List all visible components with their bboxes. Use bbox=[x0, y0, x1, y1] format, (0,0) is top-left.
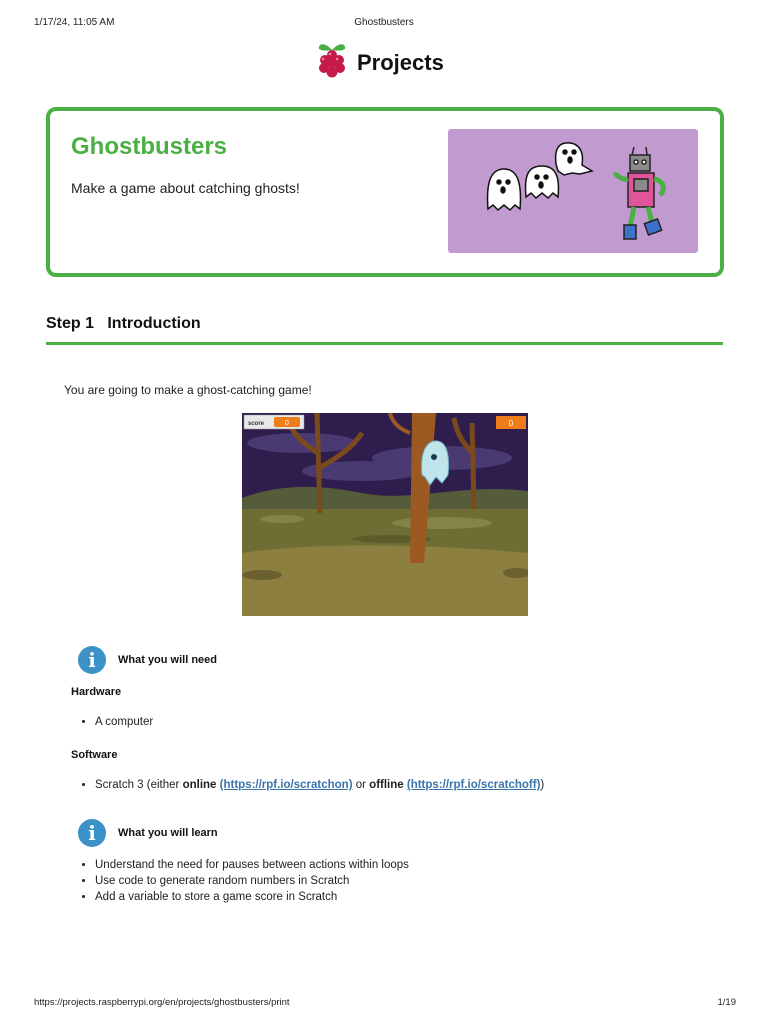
raspberry-icon bbox=[315, 40, 349, 85]
offline-label: offline bbox=[369, 779, 404, 791]
hardware-list bbox=[71, 716, 153, 732]
intro-text: You are going to make a ghost-catching game! bbox=[64, 383, 312, 397]
project-title: Ghostbusters bbox=[71, 133, 228, 160]
game-preview-image bbox=[242, 413, 528, 616]
project-description: Make a game about catching ghosts! bbox=[71, 180, 300, 196]
scratch-offline-link[interactable]: (https://rpf.io/scratchoff) bbox=[406, 779, 541, 791]
step-number: Step 1 bbox=[46, 315, 95, 332]
step-divider bbox=[46, 342, 723, 345]
info-icon: i bbox=[78, 646, 106, 674]
online-label: online bbox=[182, 779, 217, 791]
page-number: 1/19 bbox=[717, 997, 736, 1008]
learn-callout bbox=[78, 819, 218, 847]
info-icon: i bbox=[78, 819, 106, 847]
need-heading: What you will need bbox=[118, 654, 218, 666]
top-right-score: 0 bbox=[508, 419, 514, 428]
score-label: score bbox=[248, 421, 265, 427]
print-url: https://projects.raspberrypi.org/en/projects/ghostbusters/print bbox=[34, 997, 290, 1008]
site-logo[interactable] bbox=[315, 40, 444, 85]
hardware-heading: Hardware bbox=[71, 686, 122, 698]
ghost-sprite bbox=[422, 441, 449, 485]
site-title: Projects bbox=[357, 49, 444, 75]
software-suffix: ) bbox=[540, 779, 545, 791]
project-thumbnail bbox=[448, 129, 698, 253]
step-heading bbox=[46, 315, 201, 333]
scratch-online-link[interactable]: (https://rpf.io/scratchon) bbox=[219, 779, 353, 791]
list-item: • A computer bbox=[95, 716, 153, 728]
print-datetime: 1/17/24, 11:05 AM bbox=[34, 17, 115, 28]
list-item: • Add a variable to store a game score in Scratch bbox=[95, 891, 409, 903]
software-prefix: Scratch 3 (either bbox=[95, 779, 183, 791]
list-item: • Use code to generate random numbers in Scratch bbox=[95, 875, 409, 887]
score-value: 0 bbox=[285, 420, 289, 427]
step-title: Introduction bbox=[107, 315, 201, 332]
need-callout bbox=[78, 646, 217, 674]
software-list bbox=[71, 779, 544, 795]
ghost-illustration bbox=[488, 169, 521, 210]
list-item: • Understand the need for pauses between actions within loops bbox=[95, 859, 409, 871]
list-item bbox=[95, 779, 544, 791]
software-heading: Software bbox=[71, 749, 118, 761]
learn-list bbox=[71, 859, 409, 907]
print-title: Ghostbusters bbox=[354, 17, 414, 28]
learn-heading: What you will learn bbox=[118, 827, 218, 839]
software-middle: or bbox=[352, 779, 370, 791]
